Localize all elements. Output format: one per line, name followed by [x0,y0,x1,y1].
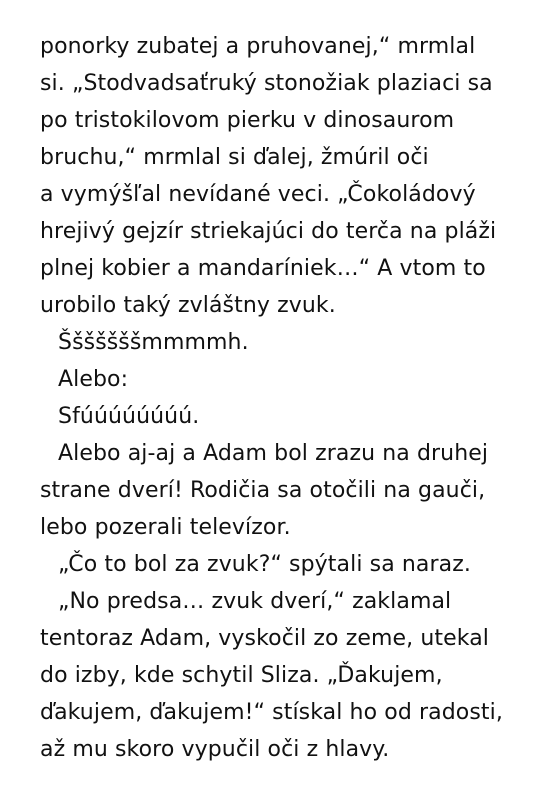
text-line: ďakujem, ďakujem!“ stískal ho od radosti, [40,700,503,725]
text-line: lebo pozerali televízor. [40,515,291,540]
text-line: Alebo: [58,367,129,392]
text-line: „No predsa… zvuk dverí,“ zaklamal [58,589,452,614]
text-line: Sfúúúúúúúú. [58,404,200,429]
text-line: tentoraz Adam, vyskočil zo zeme, utekal [40,626,490,651]
text-line: Alebo aj-aj a Adam bol zrazu na druhej [58,441,489,466]
text-line: po tristokilovom pierku v dinosaurom [40,108,455,133]
text-line: do izby, kde schytil Sliza. „Ďakujem, [40,663,443,688]
text-line: urobilo taký zvláštny zvuk. [40,293,336,318]
text-line: ponorky zubatej a pruhovanej,“ mrmlal [40,34,476,59]
text-line: až mu skoro vypučil oči z hlavy. [40,737,390,762]
text-line: strane dverí! Rodičia sa otočili na gauči, [40,478,486,503]
text-line: bruchu,“ mrmlal si ďalej, žmúril oči [40,145,429,170]
text-line: „Čo to bol za zvuk?“ spýtali sa naraz. [58,552,471,577]
text-line: plnej kobier a mandaríniek…“ A vtom to [40,256,486,281]
text-line: si. „Stodvadsaťruký stonožiak plaziaci sa [40,71,493,96]
text-line: hrejivý gejzír striekajúci do terča na pláži [40,219,497,244]
text-line: a vymýšľal nevídané veci. „Čokoládový [40,182,476,207]
body-text [40,28,512,768]
text-line: Šššššššmmmmh. [58,330,249,355]
